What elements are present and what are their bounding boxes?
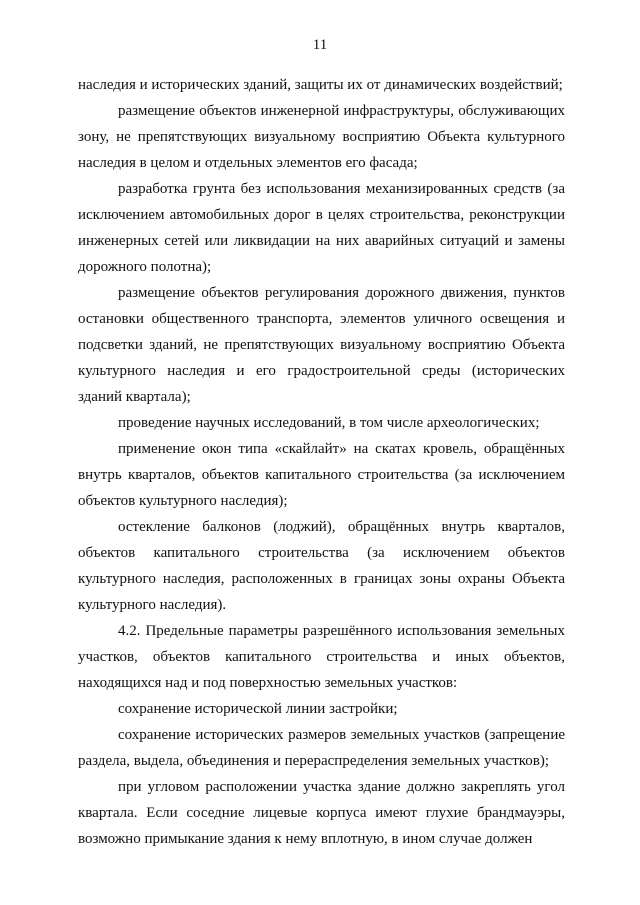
paragraph-skylight-windows: применение окон типа «скайлайт» на скатах кровель, обращённых внутрь кварталов, объектов капитального строительства (за исключением объектов культурного наследия);	[78, 441, 565, 509]
paragraph-scientific-research: проведение научных исследований, в том числе археологических;	[118, 415, 540, 431]
paragraph-traffic-objects: размещение объектов регулирования дорожного движения, пунктов остановки общественного транспорта, элементов уличного освещения и подсветки зданий, не препятствующих визуальному восприятию Объекта культурного наследия и его градостроительной среды (исторических зданий квартала);	[78, 285, 565, 405]
paragraph-section-4-2: 4.2. Предельные параметры разрешённого использования земельных участков, объектов капитального строительства и иных объектов, находящихся над и под поверхностью земельных участков:	[78, 623, 565, 691]
paragraph-plot-sizes: сохранение исторических размеров земельных участков (запрещение раздела, выдела, объединения и перераспределения земельных участков);	[78, 727, 565, 769]
paragraph-corner-location: при угловом расположении участка здание должно закреплять угол квартала. Если соседние лицевые корпуса имеют глухие брандмауэры, возможно примыкание здания к нему вплотную, в ином случае должен	[78, 779, 565, 847]
paragraph-building-line: сохранение исторической линии застройки;	[118, 701, 398, 717]
paragraph-soil-development: разработка грунта без использования механизированных средств (за исключением автомобильных дорог в целях строительства, реконструкции инженерных сетей или ликвидации на них аварийных ситуаций и замены дорожного полотна);	[78, 181, 565, 275]
paragraph-balcony-glazing: остекление балконов (лоджий), обращённых внутрь кварталов, объектов капитального строительства (за исключением объектов культурного наследия, расположенных в границах зоны охраны Объекта культурного наследия).	[78, 519, 565, 613]
document-body	[78, 72, 565, 852]
page-number: 11	[312, 37, 328, 53]
paragraph-engineering-infrastructure: размещение объектов инженерной инфраструктуры, обслуживающих зону, не препятствующих визуальному восприятию Объекта культурного наследия в целом и отдельных элементов его фасада;	[78, 103, 565, 171]
paragraph-continuation: наследия и исторических зданий, защиты их от динамических воздействий;	[78, 77, 563, 93]
